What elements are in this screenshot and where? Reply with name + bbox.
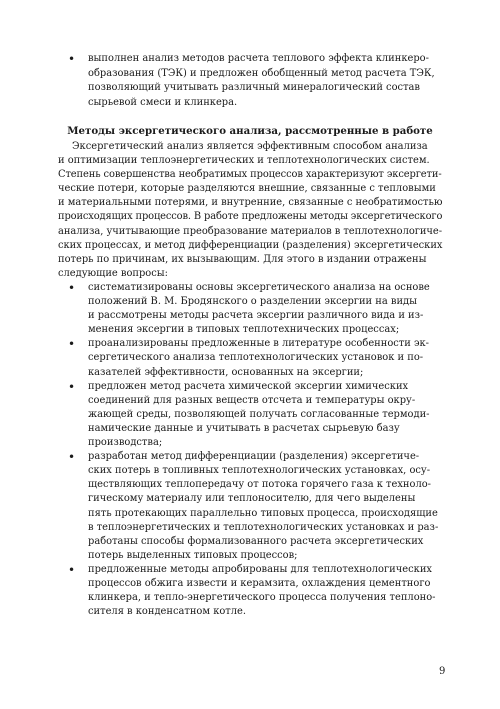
- page-number: 9: [439, 666, 446, 677]
- list-item-line: выполнен анализ методов расчета теплового эффекта клинкеро-: [88, 53, 429, 64]
- list-item-line: пять протекающих параллельно типовых процесса, происходящие: [88, 507, 438, 519]
- list-item-line: ществляющих теплопередачу от потока горячего газа к техноло-: [88, 479, 432, 491]
- list-item-line: казателей эффективности, основанных на эксергии;: [88, 366, 364, 378]
- list-item: [64, 337, 444, 379]
- list-item-line: работаны способы формализованного расчета эксергетических: [88, 535, 424, 547]
- list-item-line: положений В. М. Бродянского о разделении эксергии на виды: [88, 296, 417, 308]
- list-item-line: потерь выделенных типовых процессов;: [88, 549, 298, 561]
- list-item-line: в теплоэнергетических и теплотехнологических установках и раз-: [88, 521, 439, 533]
- list-item-line: позволяющий учитывать различный минералогический состав: [88, 82, 420, 93]
- paragraph-line: следующие вопросы:: [58, 267, 168, 279]
- list-item-line: предложен метод расчета химической эксергии химических: [88, 380, 409, 392]
- list-item-line: сителя в конденсатном котле.: [88, 606, 247, 618]
- paragraph-line: происходящих процессов. В работе предложены методы эксергетического: [58, 211, 443, 223]
- issues-bullet-list: [64, 281, 444, 619]
- list-item-line: клинкера, и тепло-энергетического процесса получения теплоно-: [88, 592, 436, 604]
- paragraph-line: ческие потери, которые разделяются внешние, связанные с тепловыми: [58, 183, 436, 195]
- list-item: [64, 52, 444, 110]
- list-item-line: соединений для разных веществ отсчета и температуры окру-: [88, 394, 416, 406]
- list-item: [64, 450, 444, 563]
- bullet-icon: •: [68, 379, 76, 394]
- paragraph-line: и материальными потерями, и внутренние, связанные с необратимостью: [58, 197, 443, 209]
- list-item-line: жающей среды, позволяющей получать согласованные термоди-: [88, 408, 430, 420]
- bullet-icon: •: [68, 562, 76, 577]
- list-item-line: разработан метод дифференциации (разделения) эксергетиче-: [88, 451, 420, 463]
- list-item: [64, 563, 444, 619]
- bullet-icon: •: [68, 337, 76, 352]
- paragraph-line: Степень совершенства необратимых процессов характеризуют эксергети-: [58, 169, 442, 181]
- list-item-line: ских потерь в топливных теплотехнологических установках, осу-: [88, 465, 431, 477]
- list-item-line: образования (ТЭК) и предложен обобщенный метод расчета ТЭК,: [88, 67, 435, 79]
- list-item-line: систематизированы основы эксергетического анализа на основе: [88, 282, 430, 293]
- list-item-line: проанализированы предложенные в литературе особенности эк-: [88, 338, 430, 350]
- list-item: [64, 380, 444, 450]
- list-item-line: предложенные методы апробированы для теплотехнологических: [88, 563, 432, 575]
- paragraph-line: анализа, учитывающие преобразование материалов в теплотехнологиче-: [58, 225, 443, 237]
- paragraph-line: Эксергетический анализ является эффективным способом анализа: [72, 141, 428, 152]
- list-item-line: и рассмотрены методы расчета эксергии различного вида и из-: [88, 310, 424, 322]
- list-item: [64, 281, 444, 337]
- list-item-line: намические данные и учитывать в расчетах сырьевую базу: [88, 422, 400, 434]
- list-item-line: процессов обжига извести и керамзита, охлаждения цементного: [88, 577, 431, 589]
- body-paragraph: [58, 140, 442, 281]
- bullet-icon: •: [68, 450, 76, 465]
- paragraph-line: потерь по причинам, их вызывающим. Для этого в издании отражены: [58, 253, 427, 265]
- section-heading: Методы эксергетического анализа, рассмотренные в работе: [67, 125, 433, 137]
- list-item-line: менения эксергии в типовых теплотехнических процессах;: [88, 324, 400, 336]
- paragraph-line: и оптимизации теплоэнергетических и теплотехнологических систем.: [58, 155, 430, 167]
- bullet-icon: •: [68, 281, 76, 295]
- top-bullet-list: [64, 52, 444, 110]
- bullet-icon: •: [68, 52, 76, 66]
- list-item-line: производства;: [88, 437, 163, 449]
- list-item-line: сырьевой смеси и клинкера.: [88, 96, 238, 108]
- list-item-line: гическому материалу или теплоносителю, для чего выделены: [88, 493, 416, 505]
- paragraph-line: ских процессах, и метод дифференциации (разделения) эксергетических: [58, 239, 443, 251]
- list-item-line: сергетического анализа теплотехнологических установок и по-: [88, 352, 424, 364]
